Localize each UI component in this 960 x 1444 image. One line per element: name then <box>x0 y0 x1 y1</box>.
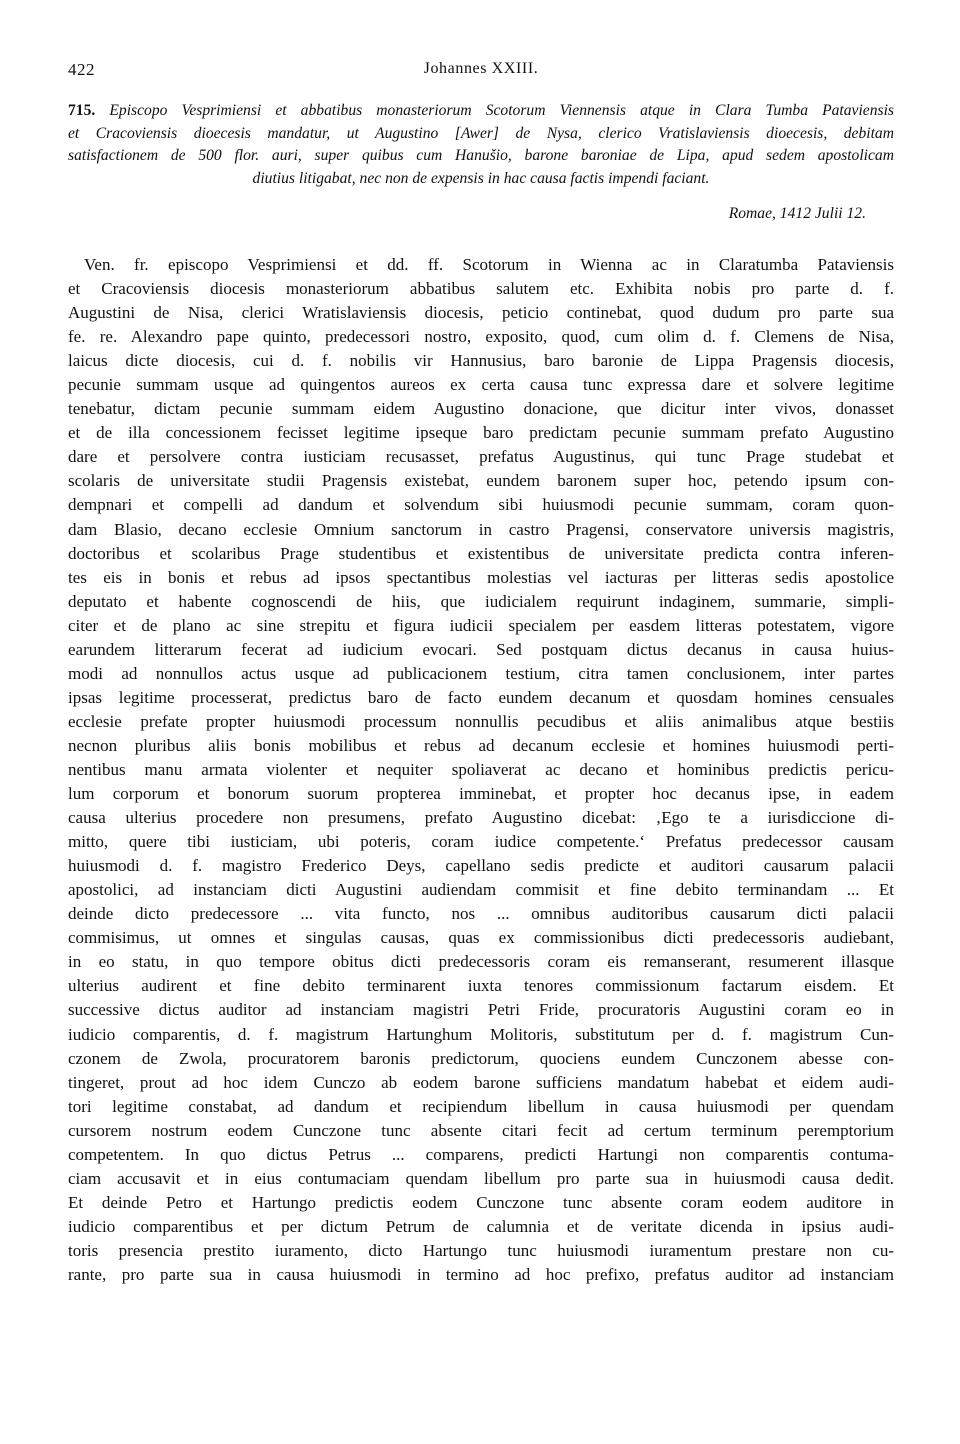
body-line: czonem de Zwola, procuratorem baronis predictorum, quociens eundem Cunczonem abesse con- <box>68 1048 894 1068</box>
body-line: commisimus, ut omnes et singulas causas, quas ex commissionibus dicti predecessoris audiebant, <box>68 928 894 948</box>
body-line: deinde dicto predecessore ... vita functo, nos ... omnibus auditoribus causarum dicti palacii <box>68 904 894 924</box>
body-line: ipsas legitime processerat, predictus baro de facto eundem decanum et quosdam homines censuales <box>68 687 894 707</box>
body-line: et de illa concessionem fecisset legitime ipseque baro predictam pecunie summam prefato Augustino <box>68 423 894 443</box>
regest-line: satisfactionem de 500 flor. auri, super quibus cum Hanušio, barone baroniae de Lipa, apud sedem apostolicam <box>68 147 894 165</box>
body-line: fe. re. Alexandro pape quinto, predecessori nostro, exposito, quod, cum olim d. f. Clemens de Nisa, <box>68 327 894 347</box>
body-line: dempnari et compelli ad dandum et solvendum sibi huiusmodi pecunie summam, coram quon- <box>68 495 894 515</box>
body-line: mitto, quere tibi iusticiam, ubi poteris, coram iudice competente.‘ Prefatus predecessor causam <box>68 832 894 852</box>
body-line: lum corporum et bonorum suorum propterea imminebat, et propter hoc decanus ipse, in eadem <box>68 784 894 804</box>
regest-line: diutius litigabat, nec non de expensis in hac causa factis impendi faciant. <box>252 169 710 187</box>
body-line: dare et persolvere contra iusticiam recusasset, prefatus Augustinus, qui tunc Prage studebat et <box>68 447 894 467</box>
body-line: citer et de plano ac sine strepitu et figura iudicii specialem per easdem litteras potestatem, vigore <box>68 615 894 635</box>
body-line: cursorem nostrum eodem Cunczone tunc absente citari fecit ad certum terminum peremptorium <box>68 1120 894 1140</box>
body-line: apostolici, ad instanciam dicti Augustini audiendam commisit et fine debito terminandam ... Et <box>68 880 894 900</box>
body-line: tenebatur, dictam pecunie summam eidem Augustino donacione, que dicitur inter vivos, donasset <box>68 399 894 419</box>
body-line: iudicio comparentis, d. f. magistrum Hartunghum Molitoris, substitutum per d. f. magistrum Cun- <box>68 1024 894 1044</box>
body-line: tingeret, prout ad hoc idem Cunczo ab eodem barone sufficiens mandatum habebat et eidem audi- <box>68 1072 894 1092</box>
body-line: rante, pro parte sua in causa huiusmodi in termino ad hoc prefixo, prefatus auditor ad instanciam <box>68 1264 894 1284</box>
body-line: ecclesie prefate propter huiusmodi processum nonnullis pecudibus et aliis animalibus atque bestiis <box>68 711 894 731</box>
body-line: tes eis in bonis et rebus ad ipsos spectantibus molestias vel iacturas per litteras sedis apostolice <box>68 567 894 587</box>
regest-line <box>68 100 894 123</box>
body-line: deputato et habente cognoscendi de hiis, que iudicialem requirunt indaginem, summarie, simpli- <box>68 591 894 611</box>
document-number: 715. <box>68 102 96 119</box>
body-line: laicus dicte diocesis, cui d. f. nobilis vir Hannusius, baro baronie de Lippa Pragensis diocesis, <box>68 351 894 371</box>
body-line: iudicio comparentibus et per dictum Petrum de calumnia et de veritate dicenda in ipsius audi- <box>68 1216 894 1236</box>
body-line: Ven. fr. episcopo Vesprimiensi et dd. ff. Scotorum in Wienna ac in Claratumba Pataviensis <box>84 255 894 274</box>
body-line: causa ulterius procedere non presumens, prefato Augustino dicebat: ‚Ego te a iurisdiccione di- <box>68 808 894 828</box>
page-number: 422 <box>68 60 95 79</box>
body-line: nentibus manu armata violenter et nequiter spoliaverat ac decano et hominibus predictis pericu- <box>68 759 894 779</box>
body-line: tori legitime constabat, ad dandum et recipiendum libellum in causa huiusmodi per quendam <box>68 1096 894 1116</box>
body-line: competentem. In quo dictus Petrus ... comparens, predicti Hartungi non comparentis contuma- <box>68 1144 894 1164</box>
body-line: pecunie summam usque ad quingentos aureos ex certa causa tunc expressa dare et solvere legitime <box>68 375 894 395</box>
document-page <box>68 0 894 1444</box>
body-line: Augustini de Nisa, clerici Wratislaviensis diocesis, peticio continebat, quod dudum pro parte sua <box>68 303 894 323</box>
regest-line: et Cracoviensis dioecesis mandatur, ut Augustino [Awer] de Nysa, clerico Vratislaviensis dioecesis, debitam <box>68 124 894 142</box>
body-line: ciam accusavit et in eius contumaciam quendam libellum pro parte sua in huiusmodi causa dedit. <box>68 1168 894 1188</box>
body-line: doctoribus et scolaribus Prage studentibus et existentibus de universitate predicta contra inferen- <box>68 543 894 563</box>
page-header <box>68 60 894 82</box>
regest-line-text: Episcopo Vesprimiensi et abbatibus monasteriorum Scotorum Viennensis atque in Clara Tumba Pataviensis <box>95 102 894 119</box>
body-line: earundem litterarum fecerat ad iudicium evocari. Sed postquam dictus decanus in causa huius- <box>68 639 894 659</box>
running-head: Johannes XXIII. <box>423 60 539 77</box>
body-text <box>68 253 894 1287</box>
body-line: toris presencia prestito iuramento, dicto Hartungo tunc huiusmodi iuramentum prestare non cu- <box>68 1240 894 1260</box>
body-line: scolaris de universitate studii Pragensis existebat, eundem baronem super hoc, petendo ipsum con- <box>68 471 894 491</box>
body-line: et Cracoviensis diocesis monasteriorum abbatibus salutem etc. Exhibita nobis pro parte d. f. <box>68 279 894 299</box>
regest-summary <box>68 100 894 190</box>
body-line: modi ad nonnullos actus usque ad publicacionem testium, citra tamen conclusionem, inter partes <box>68 663 894 683</box>
body-line: necnon pluribus aliis bonis mobilibus et rebus ad decanum ecclesie et homines huiusmodi perti- <box>68 735 894 755</box>
body-line: dam Blasio, decano ecclesie Omnium sanctorum in castro Pragensi, conservatore universis magistris, <box>68 519 894 539</box>
body-line: successive dictus auditor ad instanciam magistri Petri Fride, procuratoris Augustini coram eo in <box>68 1000 894 1020</box>
body-line: ulterius audirent et fine debito terminarent iuxta tenores commissionum factarum eisdem. Et <box>68 976 894 996</box>
body-line: in eo statu, in quo tempore obitus dicti predecessoris coram eis remanserant, resumerent illasque <box>68 952 894 972</box>
body-line: huiusmodi d. f. magistro Frederico Deys, capellano sedis predicte et auditori causarum palacii <box>68 856 894 876</box>
dateline: Romae, 1412 Julii 12. <box>728 205 866 222</box>
body-line: Et deinde Petro et Hartungo predictis eodem Cunczone tunc absente coram eodem auditore in <box>68 1192 894 1212</box>
